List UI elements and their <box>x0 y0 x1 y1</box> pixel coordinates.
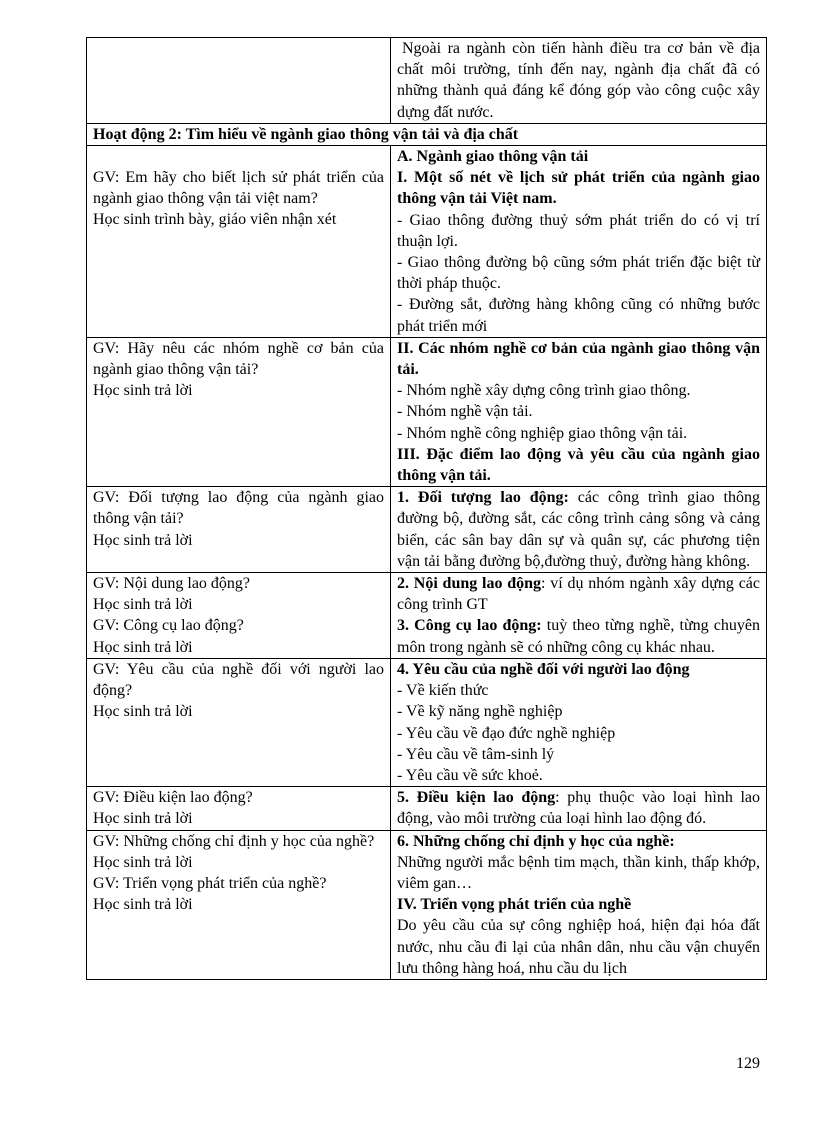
table-row <box>87 830 767 979</box>
teacher-student-cell <box>87 573 391 659</box>
teacher-question: GV: Em hãy cho biết lịch sử phát triển của ngành giao thông vận tải việt nam? <box>93 169 384 208</box>
section-heading: 4. Yêu cầu của nghề đối với người lao động <box>397 660 690 678</box>
paragraph: Ngoài ra ngành còn tiến hành điều tra cơ bản về địa chất môi trường, tính đến nay, ngành địa chất đã có những thành quả đáng kể đóng góp vào công cuộc xây dựng đất nước. <box>397 40 760 121</box>
student-response: Học sinh trả lời <box>93 638 193 656</box>
section-heading: II. Các nhóm nghề cơ bản của ngành giao thông vận tải. <box>397 339 760 379</box>
bold-lead: 3. Công cụ lao động: <box>397 617 542 635</box>
teacher-question: GV: Công cụ lao động? <box>93 617 244 635</box>
content-cell <box>391 787 767 830</box>
list-item: - Yêu cầu về sức khoẻ. <box>397 766 543 784</box>
student-response: Học sinh trả lời <box>93 810 193 828</box>
teacher-question: GV: Nội dung lao động? <box>93 575 251 593</box>
teacher-question: GV: Triển vọng phát triển của nghề? <box>93 874 327 892</box>
list-item: - Nhóm nghề xây dựng công trình giao thông. <box>397 382 691 400</box>
teacher-question: GV: Hãy nêu các nhóm nghề cơ bản của ngành giao thông vận tải? <box>93 339 384 379</box>
teacher-student-cell <box>87 830 391 979</box>
list-item: - Về kiến thức <box>397 682 489 700</box>
paragraph-text: các công trình giao thông đường bộ, đường sắt, các công trình cảng sông và cảng biển, các sân bay dân sự và quân sự, các phương tiện vận tải bằng đường bộ,đường thuỷ, đường hàng không. <box>397 489 760 570</box>
content-cell <box>391 38 767 124</box>
list-item: - Yêu cầu về tâm-sinh lý <box>397 745 555 763</box>
paragraph <box>397 787 760 829</box>
bold-lead: 5. Điều kiện lao động <box>397 789 556 807</box>
teacher-question: GV: Yêu cầu của nghề đối với người lao động? <box>93 660 384 700</box>
section-heading: III. Đặc điểm lao động và yêu cầu của ngành giao thông vận tải. <box>397 445 760 485</box>
list-item: - Đường sắt, đường hàng không cũng có những bước phát triển mới <box>397 296 760 335</box>
paragraph: Những người mắc bệnh tim mạch, thần kinh, thấp khớp, viêm gan… <box>397 853 760 892</box>
list-item: - Nhóm nghề công nghiệp giao thông vận tải. <box>397 424 688 442</box>
table-row <box>87 787 767 830</box>
content-cell <box>391 487 767 573</box>
section-heading-a: A. Ngành giao thông vận tải <box>397 148 589 166</box>
student-response: Học sinh trả lời <box>93 853 193 871</box>
paragraph-text: : ví dụ nhóm ngành xây dựng các công trình GT <box>397 575 761 614</box>
student-response: Học sinh trả lời <box>93 703 193 721</box>
content-cell <box>391 830 767 979</box>
table-row <box>87 146 767 338</box>
student-response: Học sinh trả lời <box>93 896 193 914</box>
student-response: Học sinh trình bày, giáo viên nhận xét <box>93 211 337 229</box>
paragraph <box>397 615 760 657</box>
activity-title-text: Hoạt động 2: Tìm hiểu về ngành giao thông vận tải và địa chất <box>93 125 519 143</box>
list-item: - Giao thông đường thuỷ sớm phát triển do có vị trí thuận lợi. <box>397 211 760 250</box>
teacher-student-cell <box>87 487 391 573</box>
teacher-question: GV: Điều kiện lao động? <box>93 789 253 807</box>
paragraph <box>397 573 760 615</box>
page-number: 129 <box>736 1055 760 1072</box>
section-heading: IV. Triển vọng phát triển của nghề <box>397 896 632 914</box>
content-cell <box>391 146 767 338</box>
table-row <box>87 658 767 786</box>
paragraph-text: tuỳ theo từng nghề, từng chuyên môn trong ngành sẽ có những công cụ khác nhau. <box>397 617 761 656</box>
list-item: - Nhóm nghề vận tải. <box>397 403 533 421</box>
teacher-student-cell <box>87 337 391 486</box>
lesson-table <box>86 37 767 980</box>
list-item: - Giao thông đường bộ cũng sớm phát triển đặc biệt từ thời pháp thuộc. <box>397 254 760 293</box>
student-response: Học sinh trả lời <box>93 382 193 400</box>
list-item: - Về kỹ năng nghề nghiệp <box>397 703 563 721</box>
student-response: Học sinh trả lời <box>93 596 193 614</box>
table-row <box>87 573 767 659</box>
table-row <box>87 38 767 124</box>
section-heading: 6. Những chống chỉ định y học của nghề: <box>397 832 675 850</box>
table-row <box>87 487 767 573</box>
paragraph <box>397 487 760 572</box>
activity-row <box>87 123 767 145</box>
bold-lead: 2. Nội dung lao động <box>397 575 542 593</box>
teacher-student-cell <box>87 658 391 786</box>
bold-lead: 1. Đối tượng lao động: <box>397 489 569 507</box>
content-cell <box>391 573 767 659</box>
activity-title <box>87 123 767 145</box>
content-cell <box>391 658 767 786</box>
content-cell <box>391 337 767 486</box>
section-heading: I. Một số nét về lịch sử phát triển của ngành giao thông vận tải Việt nam. <box>397 169 760 208</box>
teacher-student-cell <box>87 787 391 830</box>
teacher-student-cell <box>87 38 391 124</box>
paragraph-text: : phụ thuộc vào loại hình lao động, vào môi trường của loại hình lao động đó. <box>397 789 760 828</box>
paragraph: Do yêu cầu của sự công nghiệp hoá, hiện đại hóa đất nước, nhu cầu đi lại của nhân dân, nhu cầu vận chuyển lưu thông hàng hoá, nhu cầu du lịch <box>397 917 760 977</box>
student-response: Học sinh trả lời <box>93 531 193 549</box>
teacher-question: GV: Đối tượng lao động của ngành giao thông vận tải? <box>93 489 384 528</box>
teacher-question: GV: Những chống chỉ định y học của nghề? <box>93 832 375 850</box>
teacher-student-cell <box>87 146 391 338</box>
table-row <box>87 337 767 486</box>
list-item: - Yêu cầu về đạo đức nghề nghiệp <box>397 724 616 742</box>
